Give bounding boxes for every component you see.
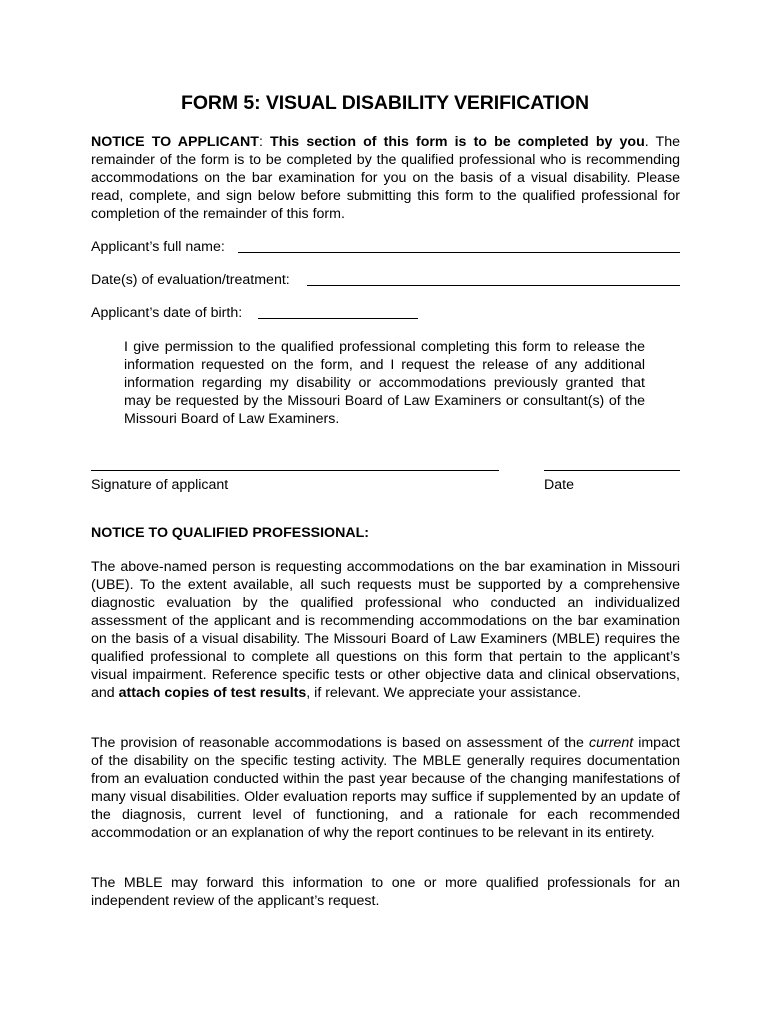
evaluation-dates-field[interactable] (307, 285, 680, 286)
notice-applicant-colon: : (258, 134, 271, 150)
signature-field[interactable] (91, 470, 499, 471)
para2-text: The provision of reasonable accommodations is based on assessment of the (91, 735, 589, 751)
permission-statement: I give permission to the qualified professional completing this form to release the information requested on the form, and I request the release of any additional information regarding my disability or accommodations previously granted that may be requested by the Missouri Board of Law Examiners or consultant(s) of the Missouri Board of Law Examiners. (124, 339, 645, 427)
notice-to-applicant (91, 133, 680, 223)
full-name-field[interactable] (238, 252, 680, 253)
para1-bold-text: attach copies of test results (118, 685, 307, 701)
date-of-birth-field[interactable] (258, 318, 418, 319)
notice-professional-paragraph-3: The MBLE may forward this information to one or more qualified professionals for an independent review of the applicant’s request. (91, 875, 680, 909)
signature-date-label: Date (544, 477, 574, 493)
notice-professional-paragraph-1 (91, 558, 680, 702)
signature-date-field[interactable] (544, 470, 680, 471)
page-title: FORM 5: VISUAL DISABILITY VERIFICATION (181, 92, 589, 114)
para2-italic-text: current (589, 735, 634, 751)
full-name-label: Applicant’s full name: (91, 239, 225, 255)
notice-professional-paragraph-2 (91, 734, 680, 842)
date-of-birth-label: Applicant’s date of birth: (91, 305, 243, 321)
notice-applicant-body: . The remainder of the form is to be completed by the qualified professional who is recommending accommodations on the bar examination for you on the basis of a visual disability. Please read, complete, and sign below before submitting this form to the qualified professional for completion of the remainder of this form. (91, 134, 681, 222)
evaluation-dates-label: Date(s) of evaluation/treatment: (91, 272, 290, 288)
para2-tail: impact of the disability on the specific testing activity. The MBLE generally requires documentation from an evaluation conducted within the past year because of the changing manifestations of many visual disabilities. Older evaluation reports may suffice if supplemented by an update of the diagnosis, current level of functioning, and a rationale for each recommended accommodation or an explanation of why the report continues to be relevant in its entirety. (91, 735, 680, 841)
notice-professional-heading: NOTICE TO QUALIFIED PROFESSIONAL: (91, 525, 369, 541)
notice-applicant-emphasis: This section of this form is to be completed by you (270, 134, 645, 150)
para1-text: The above-named person is requesting accommodations on the bar examination in Missouri (UBE). To the extent available, all such requests must be supported by a comprehensive diagnostic evaluation by the qualified professional who conducted an individualized assessment of the applicant and is recommending accommodations on the bar examination on the basis of a visual disability. The Missouri Board of Law Examiners (MBLE) requires the qualified professional to complete all questions on this form that pertain to the applicant’s visual impairment. Reference specific tests or other objective data and clinical observations, and (91, 559, 680, 701)
signature-label: Signature of applicant (91, 477, 229, 493)
notice-applicant-heading: NOTICE TO APPLICANT (91, 134, 259, 150)
para1-tail: , if relevant. We appreciate your assistance. (306, 685, 582, 701)
